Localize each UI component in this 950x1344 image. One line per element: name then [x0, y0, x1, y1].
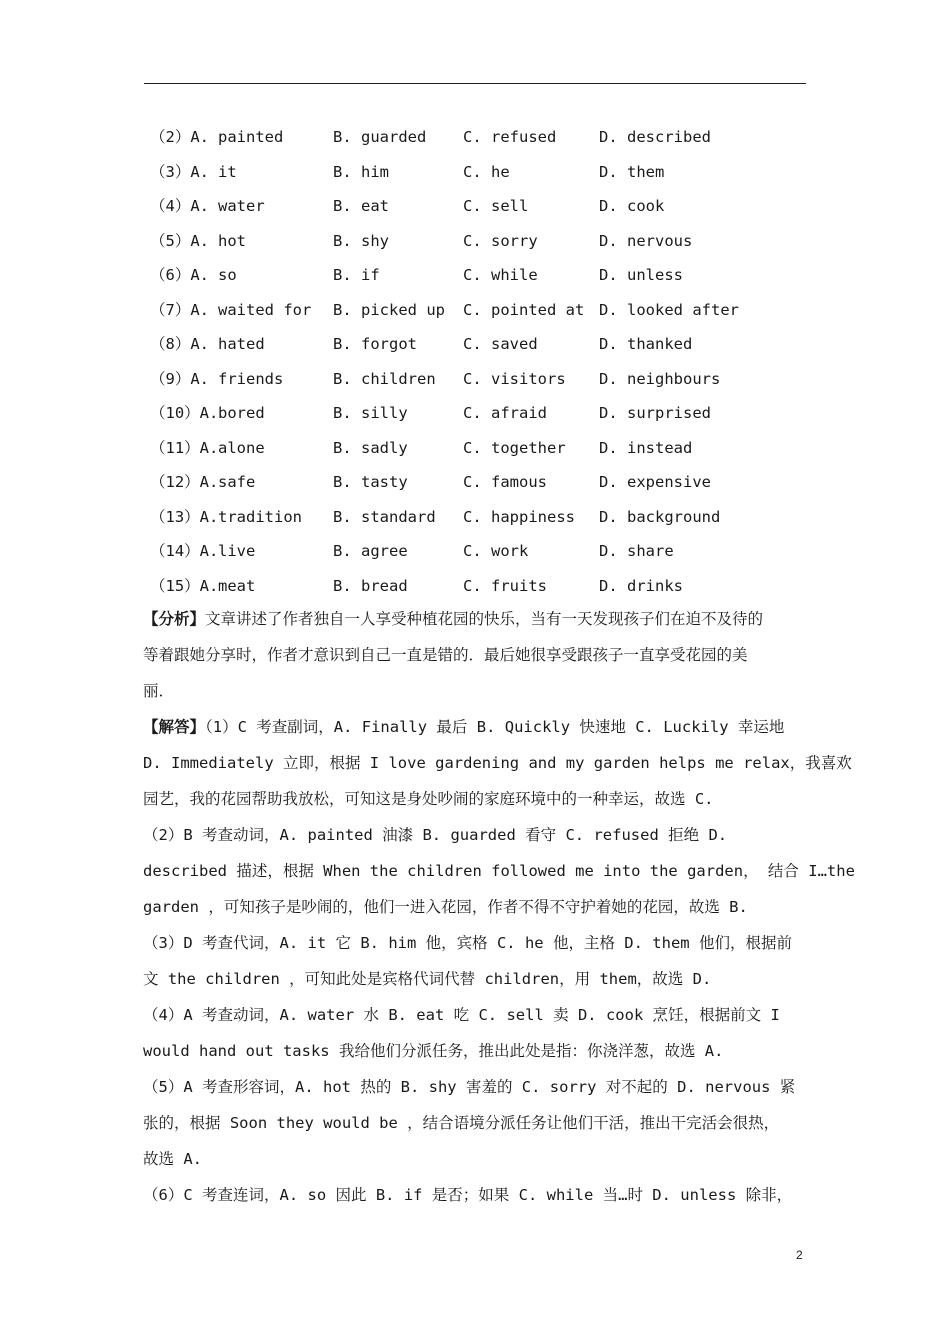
- question-number: （14）A.: [150, 542, 219, 560]
- answer-line-4: （2）B 考查动词，A. painted 油漆 B. guarded 看守 C. refused 拒绝 D.: [143, 826, 728, 844]
- answer-line-1: [143, 709, 807, 745]
- option-d: D. drinks: [599, 576, 683, 595]
- analysis-label: 【分析】: [143, 610, 206, 628]
- option-a: hot: [218, 231, 246, 250]
- option-c: C. while: [463, 266, 538, 284]
- option-b: B. if: [333, 266, 380, 284]
- option-c: C. happiness: [463, 507, 575, 526]
- question-number: （15）A.: [150, 576, 219, 595]
- option-a: hated: [218, 335, 265, 353]
- option-d: D. expensive: [599, 473, 711, 491]
- option-c: C. refused: [463, 128, 557, 146]
- question-number: （3）A.: [150, 162, 209, 181]
- answer-line-10: would hand out tasks 我给他们分派任务，推出此处是指：你浇洋葱，故选 A.: [143, 1042, 724, 1060]
- question-number: （5）A.: [150, 231, 209, 250]
- option-a: so: [218, 266, 237, 284]
- option-a: waited for: [218, 300, 312, 319]
- option-d: D. instead: [599, 438, 693, 457]
- answer-line-6: garden ，可知孩子是吵闹的，他们一进入花园，作者不得不守护着她的花园，故选 B.: [143, 898, 748, 916]
- option-b: B. silly: [333, 404, 408, 422]
- option-b: B. guarded: [333, 128, 427, 146]
- option-d: D. neighbours: [599, 369, 721, 388]
- option-d: D. background: [599, 507, 721, 526]
- answer-line-12: 张的，根据 Soon they would be ，结合语境分派任务让他们干活，推出干完活会很热，: [143, 1114, 780, 1132]
- option-b: B. bread: [333, 576, 408, 595]
- option-b: B. standard: [333, 507, 436, 526]
- analysis-line-1: [143, 601, 807, 637]
- answer-text: （1）C 考查副词，A. Finally 最后 B. Quickly 快速地 C. Luckily 幸运地: [205, 718, 785, 736]
- option-a: friends: [218, 369, 284, 388]
- option-c: C. saved: [463, 335, 538, 353]
- answer-label: 【解答】: [143, 718, 206, 736]
- analysis-line-3: 丽．: [143, 682, 175, 700]
- option-a: live: [218, 542, 256, 560]
- question-number: （11）A.: [150, 438, 219, 457]
- question-number: （10）A.: [150, 404, 219, 422]
- option-a: water: [218, 197, 265, 215]
- option-a: bored: [218, 404, 265, 422]
- option-b: B. agree: [333, 542, 408, 560]
- question-number: （9）A.: [150, 369, 209, 388]
- option-a: it: [218, 162, 237, 181]
- answer-line-11: （5）A 考查形容词，A. hot 热的 B. shy 害羞的 C. sorry 对不起的 D. nervous 紧: [143, 1078, 796, 1096]
- question-number: （8）A.: [150, 335, 209, 353]
- question-number: （13）A.: [150, 507, 219, 526]
- option-d: D. looked after: [599, 300, 739, 319]
- option-a: alone: [218, 438, 265, 457]
- answer-line-7: （3）D 考查代词，A. it 它 B. him 他，宾格 C. he 他，主格 D. them 他们，根据前: [143, 934, 792, 952]
- option-c: C. work: [463, 542, 529, 560]
- answer-line-5: described 描述，根据 When the children followed me into the garden， 结合 I…the: [143, 862, 855, 880]
- option-b: B. shy: [333, 231, 389, 250]
- question-number: （4）A.: [150, 197, 209, 215]
- option-a: painted: [218, 128, 284, 146]
- question-number: （7）A.: [150, 300, 209, 319]
- option-b: B. sadly: [333, 438, 408, 457]
- answer-line-14: （6）C 考查连词，A. so 因此 B. if 是否；如果 C. while 当…时 D. unless 除非，: [143, 1186, 793, 1204]
- option-d: D. them: [599, 162, 665, 181]
- option-d: D. share: [599, 542, 674, 560]
- option-d: D. unless: [599, 266, 683, 284]
- option-b: B. picked up: [333, 300, 445, 319]
- answer-line-2: D. Immediately 立即，根据 I love gardening and my garden helps me relax，我喜欢: [143, 754, 852, 772]
- option-c: C. together: [463, 438, 566, 457]
- question-number: （6）A.: [150, 266, 209, 284]
- option-c: C. afraid: [463, 404, 547, 422]
- page-number: 2: [796, 1248, 803, 1262]
- option-c: C. famous: [463, 473, 547, 491]
- option-b: B. him: [333, 162, 389, 181]
- option-a: meat: [218, 576, 256, 595]
- option-d: D. surprised: [599, 404, 711, 422]
- analysis-line-2: 等着跟她分享时，作者才意识到自己一直是错的．最后她很享受跟孩子一直享受花园的美: [143, 646, 748, 664]
- option-d: D. nervous: [599, 231, 693, 250]
- option-d: D. cook: [599, 197, 665, 215]
- answer-line-3: 园艺，我的花园帮助我放松，可知这是身处吵闹的家庭环境中的一种幸运，故选 C.: [143, 790, 714, 808]
- option-b: B. forgot: [333, 335, 417, 353]
- option-c: C. fruits: [463, 576, 547, 595]
- question-number: （12）A.: [150, 473, 219, 491]
- answer-paragraph: [143, 709, 855, 1213]
- option-b: B. tasty: [333, 473, 408, 491]
- answer-line-13: 故选 A.: [143, 1150, 202, 1168]
- option-c: C. pointed at: [463, 300, 585, 319]
- option-d: D. thanked: [599, 335, 693, 353]
- option-a: tradition: [218, 507, 302, 526]
- option-c: C. sell: [463, 197, 529, 215]
- answer-line-9: （4）A 考查动词，A. water 水 B. eat 吃 C. sell 卖 D. cook 烹饪，根据前文 I: [143, 1006, 780, 1024]
- answer-line-8: 文 the children ，可知此处是宾格代词代替 children，用 them，故选 D.: [143, 970, 712, 988]
- option-d: D. described: [599, 128, 711, 146]
- analysis-paragraph: [143, 601, 807, 709]
- option-c: C. visitors: [463, 369, 566, 388]
- option-b: B. eat: [333, 197, 389, 215]
- option-a: safe: [218, 473, 256, 491]
- option-c: C. sorry: [463, 231, 538, 250]
- option-c: C. he: [463, 162, 510, 181]
- option-b: B. children: [333, 369, 436, 388]
- header-rule: [144, 83, 806, 84]
- question-number: （2）A.: [150, 128, 209, 146]
- analysis-text: 文章讲述了作者独自一人享受种植花园的快乐，当有一天发现孩子们在迫不及待的: [205, 610, 764, 628]
